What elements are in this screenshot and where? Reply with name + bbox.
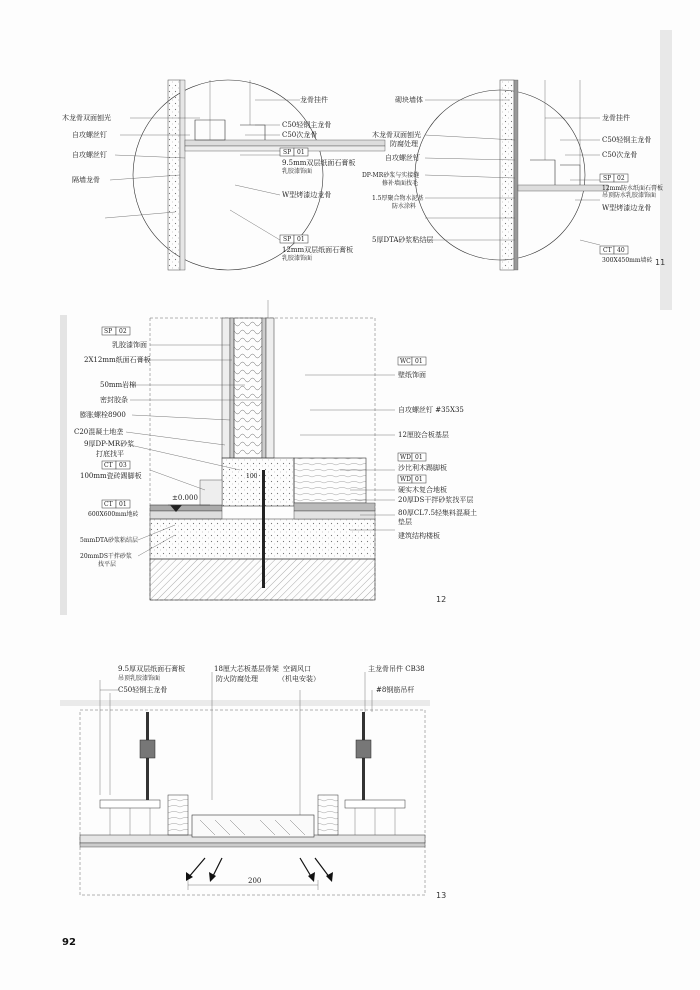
label: 50mm岩棉 [100,381,137,389]
label: 12mm防水纸面石膏板 [602,185,664,192]
label: 100mm瓷砖踢脚板 [80,472,142,480]
label: 9.5厚双层纸面石膏板 [118,665,186,673]
label: 膨胀螺栓8900 [80,411,126,419]
label: 打底找平 [96,450,124,458]
tag-code: SP [283,236,292,243]
tag-num: 01 [415,358,423,365]
label: 乳胶漆饰面 [282,168,313,175]
blockboard-right [318,795,338,835]
detail-12 [60,300,477,615]
label: 自攻螺丝钉 [385,154,420,162]
tag-num: 03 [119,462,127,469]
label: 自攻螺丝钉 #35X35 [398,406,464,414]
tag-code: SP [104,328,113,335]
label: 建筑结构楼板 [398,532,440,540]
tag-code: WD [400,454,411,461]
concrete-kerb [222,458,294,506]
label: 垫层 [398,518,412,526]
label: 龙骨挂件 [300,96,328,104]
wood-skirting [294,458,366,503]
label: 修补墙面找毛 [382,180,419,187]
label: 木龙骨双面刨光 [372,131,421,139]
label: 找平层 [98,561,117,568]
tag-code: WD [400,476,411,483]
label: 吊顶乳胶漆饰面 [118,675,161,682]
label: 防火防腐处理 [216,675,258,683]
label: C50轻钢主龙骨 [282,121,332,129]
page-number: 92 [62,937,76,948]
label: 18厘大芯板基层骨架 [214,665,279,673]
label: DP-MR砂浆与实接缝 [362,172,420,179]
tag-code: CT [104,462,113,469]
gypsum-board-left [222,318,230,458]
label: 砌块墙体 [395,96,423,104]
tag-code: WC [400,358,411,365]
label: #8钢筋吊杆 [376,686,415,694]
tag-num: 02 [119,328,127,335]
label: 空调风口 [283,665,311,673]
label: 600X600mm地砖 [88,511,139,518]
detail-13 [60,664,446,900]
label: 5mmDTA砂浆粘结层 [80,537,139,544]
gypsum-board-right [266,318,274,458]
label: 12mm双层纸面石膏板 [282,246,354,254]
expansion-bolt [262,470,265,588]
label: 防水涂料 [392,203,417,210]
label: C50次龙骨 [602,151,638,159]
label: 12厘胶合板基层 [398,431,449,439]
label: C50轻钢主龙骨 [118,686,168,694]
label: 龙骨挂件 [602,114,630,122]
detail-number: 12 [436,595,447,604]
detail-number: 11 [655,258,666,267]
label: C50次龙骨 [282,131,318,139]
label: 自攻螺丝钉 [72,151,107,159]
label: （机电安装） [278,675,320,683]
ceiling-board [185,140,385,146]
elevation-text: ±0.000 [172,494,198,502]
blockboard-left [168,795,188,835]
dimension-text: 100 [246,473,258,480]
label: W型烤漆边龙骨 [282,191,332,199]
label: C20混凝土地垄 [74,428,124,436]
tag-code: SP [603,175,612,182]
label: 沙比利木踢脚板 [398,464,447,472]
airflow-arrow-icon [188,858,205,878]
dimension-text: 200 [248,877,262,885]
air-diffuser [192,815,314,837]
label: 吊顶防水乳胶漆饰面 [602,192,657,199]
label: 密封胶条 [100,396,128,404]
label: W型烤漆边龙骨 [602,204,652,212]
label: 乳胶漆饰面 [282,255,313,262]
label: 5厚DTA砂浆粘结层 [372,236,434,244]
floor-tile [150,505,222,511]
label: 9.5mm双层纸面石膏板 [282,159,356,167]
tag-num: 40 [617,247,625,254]
block-wall [500,80,514,270]
label: 防腐处理 [390,140,418,148]
label: C50轻钢主龙骨 [602,136,652,144]
tag-num: 01 [415,476,423,483]
label: 木龙骨双面刨光 [62,114,111,122]
tag-num: 01 [119,501,127,508]
gypsum-board [180,80,185,270]
rock-wool [234,318,262,458]
tag-code: CT [104,501,113,508]
tag-num: 02 [617,175,625,182]
tag-code: SP [283,149,292,156]
tag-num: 01 [297,149,305,156]
label: 2X12mm纸面石膏板 [84,356,151,364]
tag-num: 01 [415,454,423,461]
detail-11 [62,30,672,310]
label: 壁纸饰面 [398,371,426,379]
label: 1.5厚聚合物水泥基 [372,195,424,202]
label: 20mmDS干拌砂浆 [80,553,132,560]
label: 乳胶漆饰面 [112,341,147,349]
label: 硬实木复合地板 [398,486,447,494]
label: 80厚CL7.5轻集料混凝土 [398,509,478,517]
skirting-tile [200,480,222,505]
label: 20厚DS干拌砂浆找平层 [398,496,474,504]
detail-number: 13 [436,891,447,900]
tag-code: CT [603,247,612,254]
label: 自攻螺丝钉 [72,131,107,139]
label: 主龙骨吊件 CB38 [368,665,425,673]
tag-num: 01 [297,236,305,243]
wood-floor [294,503,375,511]
label: 300X450mm墙砖 [602,257,653,264]
label: 9厚DP-MR砂浆 [84,440,135,448]
label: 隔墙龙骨 [72,176,100,184]
